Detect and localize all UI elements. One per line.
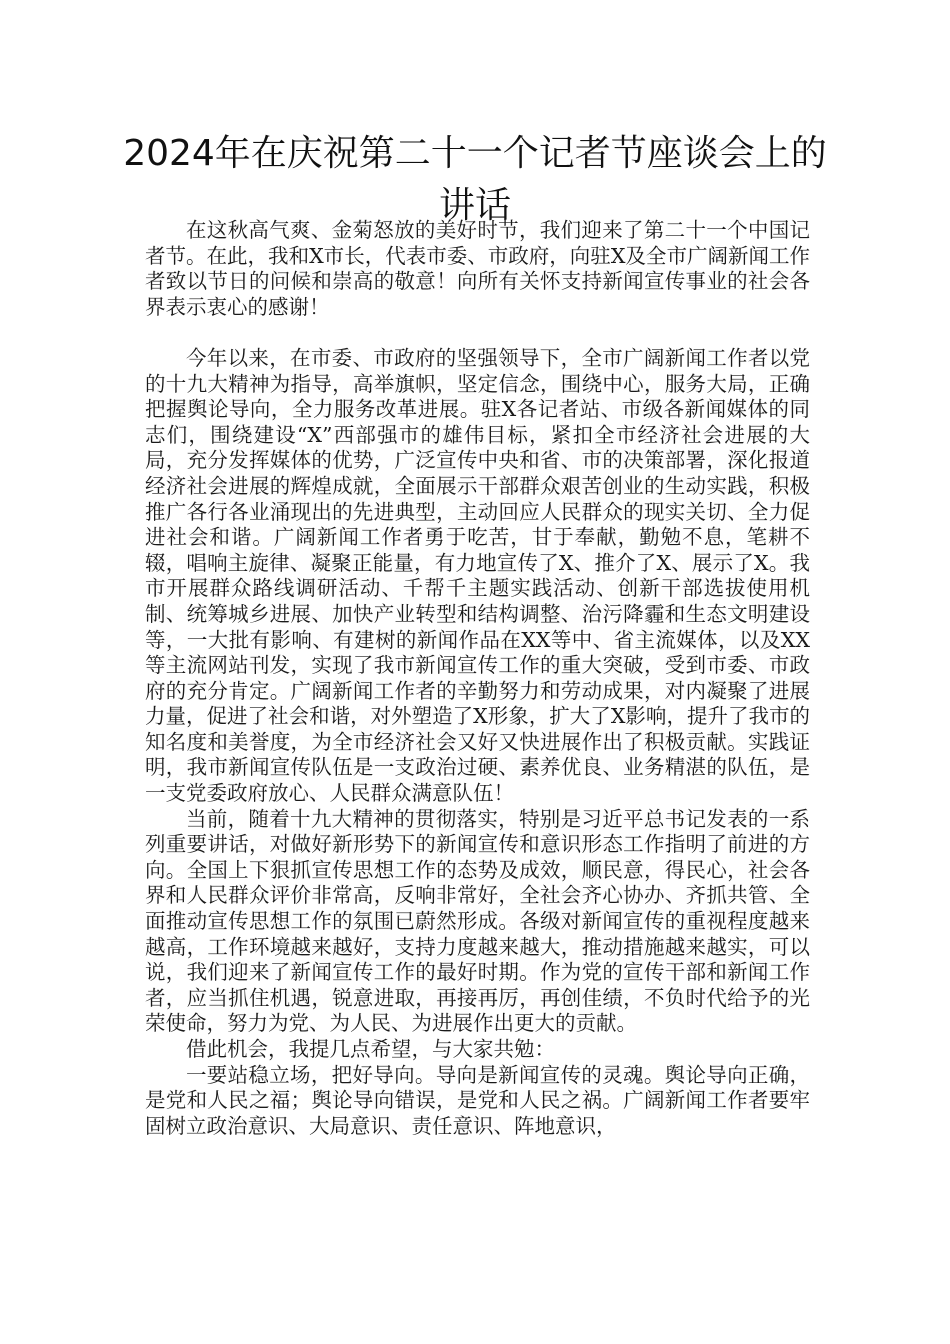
paragraph-achievements: 今年以来，在市委、市政府的坚强领导下，全市广阔新闻工作者以党的十九大精神为指导，高举旗帜，坚定信念，围绕中心，服务大局，正确把握舆论导向，全力服务改革进展。驻X各记者站、市级各新闻媒体的同志们，围绕建设“X”西部强市的雄伟目标，紧扣全市经济社会进展的大局，充分发挥媒体的优势，广泛宣传中央和省、市的决策部署，深化报道经济社会进展的辉煌成就，全面展示干部群众艰苦创业的生动实践，积极推广各行各业涌现出的先进典型，主动回应人民群众的现实关切、全力促进社会和谐。广阔新闻工作者勇于吃苦，甘于奉献，勤勉不息，笔耕不辍，唱响主旋律、凝聚正能量，有力地宣传了X、推介了X、展示了X。我市开展群众路线调研活动、千帮千主题实践活动、创新干部选拔使用机制、统筹城乡进展、加快产业转型和结构调整、治污降霾和生态文明建设等，一大批有影响、有建树的新闻作品在XX等中、省主流媒体，以及XX等主流网站刊发，实现了我市新闻宣传工作的重大突破，受到市委、市政府的充分肯定。广阔新闻工作者的辛勤努力和劳动成果，对内凝聚了进展力量，促进了社会和谐，对外塑造了X形象，扩大了X影响，提升了我市的知名度和美誉度，为全市经济社会又好又快进展作出了积极贡献。实践证明，我市新闻宣传队伍是一支政治过硬、素养优良、业务精湛的队伍，是一支党委政府放心、人民群众满意队伍！	[145, 345, 810, 806]
paragraph-first-hope: 一要站稳立场，把好导向。导向是新闻宣传的灵魂。舆论导向正确，是党和人民之福；舆论导向错误，是党和人民之祸。广阔新闻工作者要牢固树立政治意识、大局意识、责任意识、阵地意识，	[145, 1062, 810, 1138]
document-body	[145, 218, 810, 1139]
paragraph-hopes-intro: 借此机会，我提几点希望，与大家共勉：	[186, 1037, 555, 1061]
paragraph-spacer	[145, 320, 810, 346]
document-title: 2024年在庆祝第二十一个记者节座谈会上的讲话	[123, 133, 827, 226]
paragraph-greeting: 在这秋高气爽、金菊怒放的美好时节，我们迎来了第二十一个中国记者节。在此，我和X市长，代表市委、市政府，向驻X及全市广阔新闻工作者致以节日的问候和崇高的敬意！向所有关怀支持新闻宣传事业的社会各界表示衷心的感谢！	[145, 218, 810, 319]
paragraph-current-situation: 当前，随着十九大精神的贯彻落实，特别是习近平总书记发表的一系列重要讲话，对做好新形势下的新闻宣传和意识形态工作指明了前进的方向。全国上下狠抓宣传思想工作的态势及成效，顺民意，得民心，社会各界和人民群众评价非常高，反响非常好，全社会齐心协办、齐抓共管、全面推动宣传思想工作的氛围已蔚然形成。各级对新闻宣传的重视程度越来越高，工作环境越来越好，支持力度越来越大，推动措施越来越实，可以说，我们迎来了新闻宣传工作的最好时期。作为党的宣传干部和新闻工作者，应当抓住机遇，锐意进取，再接再厉，再创佳绩，不负时代给予的光荣使命，努力为党、为人民、为进展作出更大的贡献。	[145, 806, 810, 1036]
